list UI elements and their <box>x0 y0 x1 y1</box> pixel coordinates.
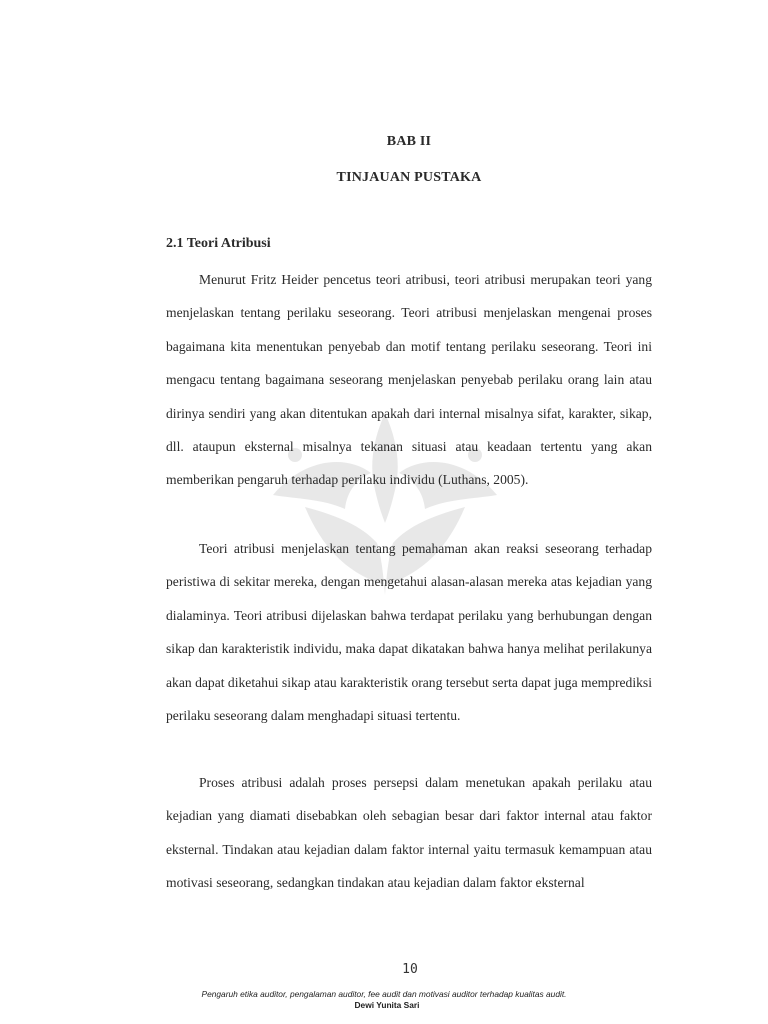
chapter-label: BAB II <box>386 134 432 149</box>
footer-author: Dewi Yunita Sari <box>354 999 420 1010</box>
chapter-title: TINJAUAN PUSTAKA <box>336 170 482 185</box>
paragraph: Proses atribusi adalah proses persepsi dalam menetukan apakah perilaku atau kejadian yang diamati disebabkan oleh sebagian besar dari faktor internal atau faktor eksternal. Tindakan atau kejadian dalam faktor internal yaitu termasuk kemampuan atau motivasi seseorang, sedangkan tindakan atau kejadian dalam faktor eksternal <box>166 775 652 891</box>
footer-title: Pengaruh etika auditor, pengalaman auditor, fee audit dan motivasi auditor terhadap kualitas audit. <box>201 989 567 999</box>
page-number: 10 <box>402 962 418 977</box>
page-footer <box>0 989 768 1010</box>
section-heading: 2.1 Teori Atribusi <box>166 236 271 251</box>
paragraph: Teori atribusi menjelaskan tentang pemahaman akan reaksi seseorang terhadap peristiwa di sekitar mereka, dengan mengetahui alasan-alasan mereka atas kejadian yang dialaminya. Teori atribusi dijelaskan bahwa terdapat perilaku yang berhubungan dengan sikap dan karakteristik individu, maka dapat dikatakan bahwa hanya melihat perilakunya akan dapat diketahui sikap atau karakteristik orang tersebut serta dapat juga memprediksi perilaku seseorang dalam menghadapi situasi tertentu. <box>166 541 652 724</box>
paragraph: Menurut Fritz Heider pencetus teori atribusi, teori atribusi merupakan teori yang menjelaskan tentang perilaku seseorang. Teori atribusi menjelaskan mengenai proses bagaimana kita menentukan penyebab dan motif tentang perilaku seseorang. Teori ini mengacu tentang bagaimana seseorang menjelaskan penyebab perilaku orang lain atau dirinya sendiri yang akan ditentukan apakah dari internal misalnya sifat, karakter, sikap, dll. ataupun eksternal misalnya tekanan situasi atau keadaan tertentu yang akan memberikan pengaruh terhadap perilaku individu (Luthans, 2005). <box>166 272 652 488</box>
